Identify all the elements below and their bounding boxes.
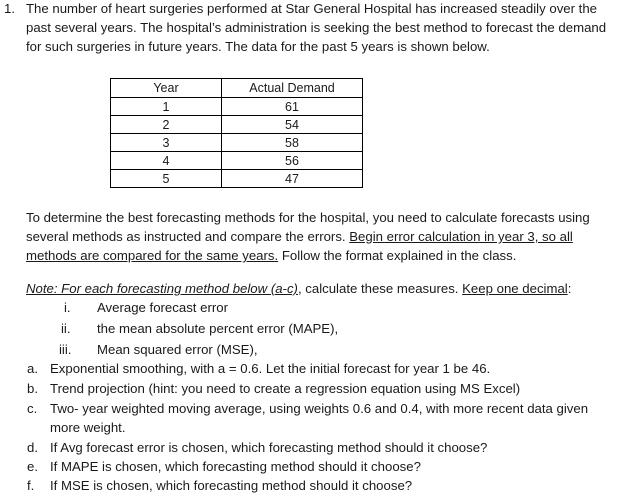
error-start-underlined: Begin error calculation in year 3, so all [349, 229, 573, 244]
measure-number: iii. [59, 342, 72, 357]
demand-table [110, 78, 363, 188]
task-letter: c. [27, 401, 38, 416]
table-row [111, 170, 363, 188]
question-number: 1. [4, 1, 15, 16]
table-row [111, 134, 363, 152]
instructions-text: several methods as instructed and compare the errors. [26, 229, 350, 244]
task-text: Two- year weighted moving average, using weights 0.6 and 0.4, with more recent data given [50, 401, 589, 416]
header-actual-demand: Actual Demand [222, 79, 363, 98]
cell-demand: 56 [222, 152, 363, 170]
cell-year: 2 [111, 116, 222, 134]
intro-line-3: for such surgeries in future years. The data for the past 5 years is shown below. [26, 39, 490, 54]
intro-line-1: The number of heart surgeries performed at Star General Hospital has increased steadily over the [26, 1, 598, 16]
task-letter: b. [27, 381, 38, 396]
task-text: Trend projection (hint: you need to create a regression equation using MS Excel) [50, 381, 521, 396]
measure-text: Average forecast error [97, 300, 228, 315]
cell-year: 1 [111, 98, 222, 116]
table-row [111, 116, 363, 134]
intro-line-2: past several years. The hospital’s administration is seeking the best method to forecast the demand [26, 20, 607, 35]
instructions-line-1: To determine the best forecasting methods for the hospital, you need to calculate forecasts using [26, 210, 590, 225]
cell-year: 3 [111, 134, 222, 152]
measure-text: Mean squared error (MSE), [97, 342, 258, 357]
cell-year: 4 [111, 152, 222, 170]
cell-year: 5 [111, 170, 222, 188]
task-letter: a. [27, 361, 38, 376]
measure-text: the mean absolute percent error (MAPE), [97, 321, 339, 336]
note-colon: : [567, 281, 572, 296]
task-letter: e. [27, 459, 38, 474]
cell-demand: 54 [222, 116, 363, 134]
note-label: Note: For each forecasting method below (a-c) [26, 281, 298, 296]
instructions-line-2 [26, 228, 573, 246]
measure-number: i. [64, 300, 71, 315]
task-text: If Avg forecast error is chosen, which forecasting method should it choose? [50, 440, 488, 455]
task-text-continued: more weight. [50, 420, 126, 435]
task-letter: d. [27, 440, 38, 455]
note-line [26, 280, 571, 298]
instructions-text: Follow the format explained in the class. [278, 248, 517, 263]
task-text: If MAPE is chosen, which forecasting method should it choose? [50, 459, 421, 474]
task-letter: f. [27, 478, 35, 493]
measure-number: ii. [61, 321, 71, 336]
cell-demand: 47 [222, 170, 363, 188]
same-years-underlined: methods are compared for the same years. [26, 248, 279, 263]
instructions-line-3 [26, 247, 516, 265]
header-year: Year [111, 79, 222, 98]
note-text: , calculate these measures. [297, 281, 463, 296]
keep-one-decimal: Keep one decimal [462, 281, 568, 296]
table-row [111, 98, 363, 116]
table-row [111, 152, 363, 170]
cell-demand: 58 [222, 134, 363, 152]
table-header-row [111, 79, 363, 98]
task-text: If MSE is chosen, which forecasting method should it choose? [50, 478, 413, 493]
task-text: Exponential smoothing, with a = 0.6. Let the initial forecast for year 1 be 46. [50, 361, 491, 376]
cell-demand: 61 [222, 98, 363, 116]
